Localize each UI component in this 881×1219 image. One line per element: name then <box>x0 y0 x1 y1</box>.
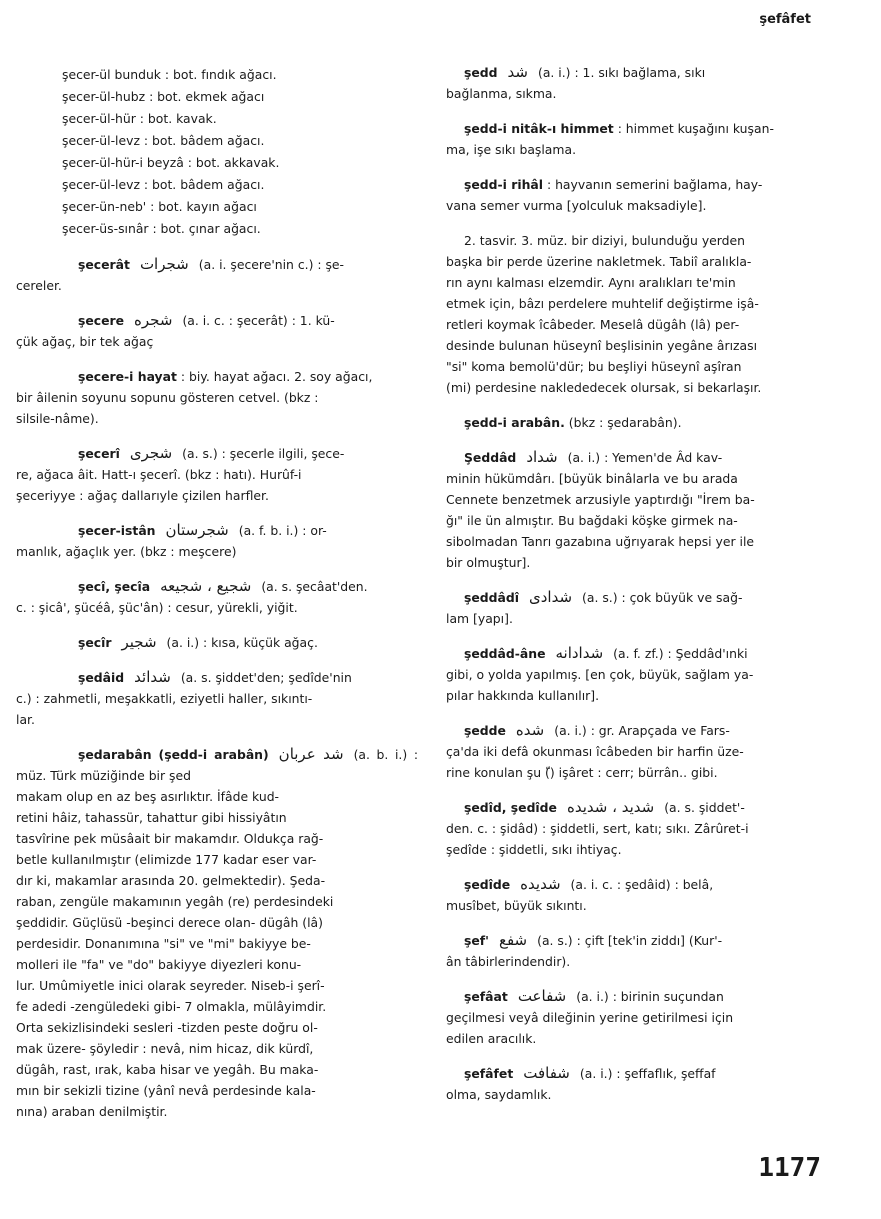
entry-text: (a. i. şecere'nin c.) : şe- <box>198 257 345 272</box>
dictionary-entry <box>446 587 824 629</box>
left-sublist <box>16 68 418 236</box>
entry-text: (a. i.) : 1. sıkı bağlama, sıkı <box>537 65 706 80</box>
entry-text: (a. i.) : birinin suçundan <box>576 989 724 1004</box>
arabic-script: شدائد <box>134 668 171 686</box>
sublist-item: şecer-ün-neb' : bot. kayın ağacı <box>62 199 257 214</box>
left-entries <box>16 254 418 1122</box>
entry-line: manlık, ağaçlık yer. (bkz : meşcere) <box>16 544 237 559</box>
arabic-script: شجرستان <box>165 521 229 539</box>
entry-line: mın bir sekizli tizine (yânî nevâ perdesinde kala- <box>16 1083 316 1098</box>
entry-line: perdesidir. Donanımına "si" ve "mi" bakiyye be- <box>16 936 311 951</box>
arabic-script: شد <box>507 63 528 81</box>
dictionary-entry <box>16 744 418 1122</box>
headword: şecere-i hayat <box>78 369 177 384</box>
dictionary-entry <box>16 632 418 653</box>
entry-line: olma, saydamlık. <box>446 1087 552 1102</box>
dictionary-entry <box>446 230 824 398</box>
entry-line: den. c. : şidâd) : şiddetli, sert, katı; sıkı. Zârûret-i <box>446 821 749 836</box>
entry-line: Cennete benzetmek arzusiyle yaptırdığı "İrem ba- <box>446 492 755 507</box>
arabic-script: شجرات <box>139 255 189 273</box>
dictionary-entry <box>446 174 824 216</box>
arabic-script: شفاعت <box>517 987 567 1005</box>
dictionary-entry <box>16 366 418 429</box>
entry-first-line <box>446 118 824 139</box>
entry-first-line <box>446 986 824 1007</box>
dictionary-entry <box>16 443 418 506</box>
entry-line: ân tâbirlerindendir). <box>446 954 571 969</box>
entry-line: dır ki, makamlar arasında 20. gelmektedir). Şeda- <box>16 873 326 888</box>
headword: şecer-istân <box>78 523 156 538</box>
entry-text: (a. i.) : Yemen'de Âd kav- <box>567 450 723 465</box>
headword: Şeddâd <box>464 450 517 465</box>
entry-line: gibi, o yolda yapılmış. [en çok, büyük, sağlam ya- <box>446 667 754 682</box>
entry-line: bağlanma, sıkma. <box>446 86 557 101</box>
headword: şecîr <box>78 635 112 650</box>
sublist-item: şecer-ül-levz : bot. bâdem ağacı. <box>62 177 265 192</box>
right-entries <box>446 62 824 1105</box>
headword: şeddâd-âne <box>464 646 546 661</box>
entry-line: tasvîrine pek müsâait bir makamdır. Oldukça rağ- <box>16 831 324 846</box>
entry-first-line <box>446 874 824 895</box>
arabic-script: شجره <box>134 311 173 329</box>
headword: şedd <box>464 65 498 80</box>
arabic-script: شفافت <box>523 1064 570 1082</box>
entry-first-line <box>446 720 824 741</box>
dictionary-entry <box>16 576 418 618</box>
entry-first-line <box>16 744 418 786</box>
sublist-item: şecer-ül bunduk : bot. fındık ağacı. <box>62 67 277 82</box>
entry-line: edilen aracılık. <box>446 1031 537 1046</box>
entry-text: (a. s. şiddet'den; şedîde'nin <box>180 670 352 685</box>
entry-line: etmek için, bâzı perdelere muhtelif değiştirme işâ- <box>446 296 759 311</box>
headword: şedd-i nitâk-ı himmet <box>464 121 614 136</box>
dictionary-entry <box>446 643 824 706</box>
entry-text: : biy. hayat ağacı. 2. soy ağacı, <box>180 369 373 384</box>
entry-line: cereler. <box>16 278 62 293</box>
entry-text: (a. s.) : çift [tek'in ziddı] (Kur'- <box>537 933 723 948</box>
headword: şef' <box>464 933 489 948</box>
entry-line: makam olup en az beş asırlıktır. İfâde kud- <box>16 789 280 804</box>
entry-line: fe adedi -zengüledeki gibi- 7 olmakla, mülâyimdir. <box>16 999 327 1014</box>
entry-line: sibolmadan Tanrı gazabına uğrıyarak hepsi yer ile <box>446 534 755 549</box>
headword: şedde <box>464 723 506 738</box>
dictionary-entry <box>16 310 418 352</box>
entry-line: nına) araban denilmiştir. <box>16 1104 168 1119</box>
headword: şedîd, şedîde <box>464 800 557 815</box>
entry-line: bir âilenin soyunu sopunu gösteren cetvel. (bkz : <box>16 390 319 405</box>
entry-line: re, ağaca âit. Hatt-ı şecerî. (bkz : hatı). Hurûf-i <box>16 467 302 482</box>
entry-first-line <box>446 643 824 664</box>
entry-text: (a. s.) : şecerle ilgili, şece- <box>182 446 345 461</box>
sublist-item: şecer-ül-hubz : bot. ekmek ağacı <box>62 89 265 104</box>
entry-text: (a. i. c. : şecerât) : 1. kü- <box>182 313 335 328</box>
arabic-script: شدادى <box>529 588 573 606</box>
dictionary-entry <box>446 1063 824 1105</box>
entry-line: silsile-nâme). <box>16 411 99 426</box>
entry-line: lam [yapı]. <box>446 611 513 626</box>
arabic-script: شديد ، شديده <box>566 798 655 816</box>
entry-line: Orta sekizlisindeki sesleri -tizden peste doğru ol- <box>16 1020 318 1035</box>
entry-line: desinde bulunan hüseynî beşlisinin yegâne ârızası <box>446 338 758 353</box>
dictionary-entry <box>446 797 824 860</box>
headword: şecere <box>78 313 125 328</box>
arabic-script: شده <box>515 721 545 739</box>
entry-first-line <box>446 447 824 468</box>
entry-text: : hayvanın semerini bağlama, hay- <box>546 177 763 192</box>
entry-line: lar. <box>16 712 35 727</box>
arabic-script: شجيع ، شجيعه <box>160 577 252 595</box>
entry-line: şedîde : şiddetli, sıkı ihtiyaç. <box>446 842 622 857</box>
headword: şefâfet <box>464 1066 514 1081</box>
entry-line: ma, işe sıkı başlama. <box>446 142 577 157</box>
sublist-item: şecer-ül-hür : bot. kavak. <box>62 111 217 126</box>
entry-first-line <box>16 310 418 331</box>
dictionary-entry <box>446 118 824 160</box>
arabic-script: شدادانه <box>555 644 604 662</box>
entry-text: (a. i. c. : şedâid) : belâ, <box>570 877 714 892</box>
arabic-script: شد عربان <box>278 745 344 763</box>
entry-text: (a. f. b. i.) : or- <box>238 523 327 538</box>
running-header: şefâfet <box>759 12 811 27</box>
arabic-script: شديده <box>520 875 561 893</box>
entry-first-line <box>16 366 418 387</box>
entry-first-line <box>446 412 824 433</box>
sublist-item: şecer-ül-levz : bot. bâdem ağacı. <box>62 133 265 148</box>
entry-line: başka bir perde üzerine nakletmek. Tabiî aralıkla- <box>446 254 752 269</box>
entry-text: (a. f. zf.) : Şeddâd'ınki <box>613 646 748 661</box>
entry-line: pılar hakkında kullanılır]. <box>446 688 600 703</box>
headword: şedarabân (şedd-i arabân) <box>78 747 269 762</box>
entry-text: (a. b. i.) : müz. Türk müziğinde bir şed <box>16 747 419 783</box>
entry-line: geçilmesi veyâ dileğinin yerine getirilmesi için <box>446 1010 734 1025</box>
entry-text: : himmet kuşağını kuşan- <box>617 121 774 136</box>
entry-line: betle kullanılmıştır (elimizde 177 kadar eser var- <box>16 852 317 867</box>
headword: şecerât <box>78 257 130 272</box>
entry-first-line <box>446 797 824 818</box>
entry-line: retleri koymak îcâbeder. Meselâ dügâh (lâ) per- <box>446 317 740 332</box>
entry-line: (mi) perdesine naklededecek olursak, si bekarlaşır. <box>446 380 762 395</box>
headword: şefâat <box>464 989 508 1004</box>
entry-line: "si" koma bemolü'dür; bu beşliyi hüseynî aşîran <box>446 359 742 374</box>
entry-line: retini hâiz, tahassür, tahattur gibi hissiyâtın <box>16 810 287 825</box>
entry-text: (a. s.) : çok büyük ve sağ- <box>582 590 743 605</box>
arabic-script: شداد <box>526 448 558 466</box>
dictionary-entry <box>446 986 824 1049</box>
sublist-item: şecer-ül-hür-i beyzâ : bot. akkavak. <box>62 155 280 170</box>
entry-line: c. : şicâ', şücéâ, şüc'ân) : cesur, yürekli, yiğit. <box>16 600 298 615</box>
entry-first-line <box>16 254 418 275</box>
headword: şecerî <box>78 446 120 461</box>
dictionary-entry <box>446 447 824 573</box>
dictionary-entry <box>446 412 824 433</box>
dictionary-entry <box>446 720 824 783</box>
dictionary-entry <box>16 520 418 562</box>
entry-first-line <box>16 443 418 464</box>
left-column <box>16 62 418 1136</box>
dictionary-entry <box>16 667 418 730</box>
sublist-item: şecer-üs-sınâr : bot. çınar ağacı. <box>62 221 261 236</box>
entry-line: ğı" ile ün almıştır. Bu bağdaki köşke girmek na- <box>446 513 738 528</box>
entry-first-line <box>446 930 824 951</box>
entry-text: (a. i.) : kısa, küçük ağaç. <box>166 635 318 650</box>
entry-line: bir olmuştur]. <box>446 555 531 570</box>
entry-text: (a. s. şecâat'den. <box>261 579 368 594</box>
entry-text: (bkz : şedarabân). <box>568 415 682 430</box>
entry-line: minin hükümdârı. [büyük binâlarla ve bu arada <box>446 471 738 486</box>
dictionary-entry <box>446 874 824 916</box>
entry-first-line <box>446 230 824 251</box>
entry-first-line <box>446 174 824 195</box>
entry-first-line <box>16 576 418 597</box>
entry-line: şeceriyye : ağaç dallarıyle çizilen harfler. <box>16 488 269 503</box>
entry-text: (a. i.) : şeffaflık, şeffaf <box>579 1066 716 1081</box>
headword: şedâid <box>78 670 125 685</box>
dictionary-entry <box>446 62 824 104</box>
entry-first-line <box>16 520 418 541</box>
entry-line: dügâh, rast, ırak, kaba hisar ve yegâh. Bu maka- <box>16 1062 319 1077</box>
right-column <box>446 62 824 1119</box>
entry-line: mak üzere- şöyledir : nevâ, nim hicaz, dik kürdî, <box>16 1041 314 1056</box>
entry-text: (a. i.) : gr. Arapçada ve Fars- <box>554 723 730 738</box>
entry-text: (a. s. şiddet'- <box>664 800 745 815</box>
headword: şedd-i rihâl <box>464 177 544 192</box>
entry-line: raban, zengüle makamının yegâh (re) perdesindeki <box>16 894 334 909</box>
entry-text: 2. tasvir. 3. müz. bir diziyi, bulunduğu yerden <box>464 233 746 248</box>
entry-line: molleri ile "fa" ve "do" bakiyye diyezleri konu- <box>16 957 302 972</box>
headword: şeddâdî <box>464 590 519 605</box>
headword: şecî, şecîa <box>78 579 151 594</box>
entry-first-line <box>16 632 418 653</box>
entry-line: ça'da iki defâ okunması îcâbeden bir harfin üze- <box>446 744 744 759</box>
entry-line: vana semer vurma [yolculuk maksadiyle]. <box>446 198 707 213</box>
entry-line: c.) : zahmetli, meşakkatli, eziyetli haller, sıkıntı- <box>16 691 313 706</box>
entry-line: rine konulan şu (ّ) işâret : cerr; bürrân.. gibi. <box>446 765 718 780</box>
entry-first-line <box>16 667 418 688</box>
arabic-script: شفع <box>498 931 528 949</box>
entry-first-line <box>446 62 824 83</box>
dictionary-entry <box>446 930 824 972</box>
entry-line: çük ağaç, bir tek ağaç <box>16 334 154 349</box>
headword: şedd-i arabân. <box>464 415 565 430</box>
entry-line: şeddidir. Güçlüsü -beşinci derece olan- dügâh (lâ) <box>16 915 323 930</box>
dictionary-entry <box>16 254 418 296</box>
page-number: 1177 <box>758 1153 821 1183</box>
entry-first-line <box>446 1063 824 1084</box>
entry-line: rın aynı kalması elzemdir. Aynı aralıkları te'min <box>446 275 736 290</box>
headword: şedîde <box>464 877 511 892</box>
arabic-script: شجرى <box>129 444 173 462</box>
entry-line: musîbet, büyük sıkıntı. <box>446 898 587 913</box>
entry-first-line <box>446 587 824 608</box>
entry-line: lur. Umûmiyetle inici olarak seyreder. Niseb-i şerî- <box>16 978 325 993</box>
arabic-script: شجير <box>121 633 157 651</box>
